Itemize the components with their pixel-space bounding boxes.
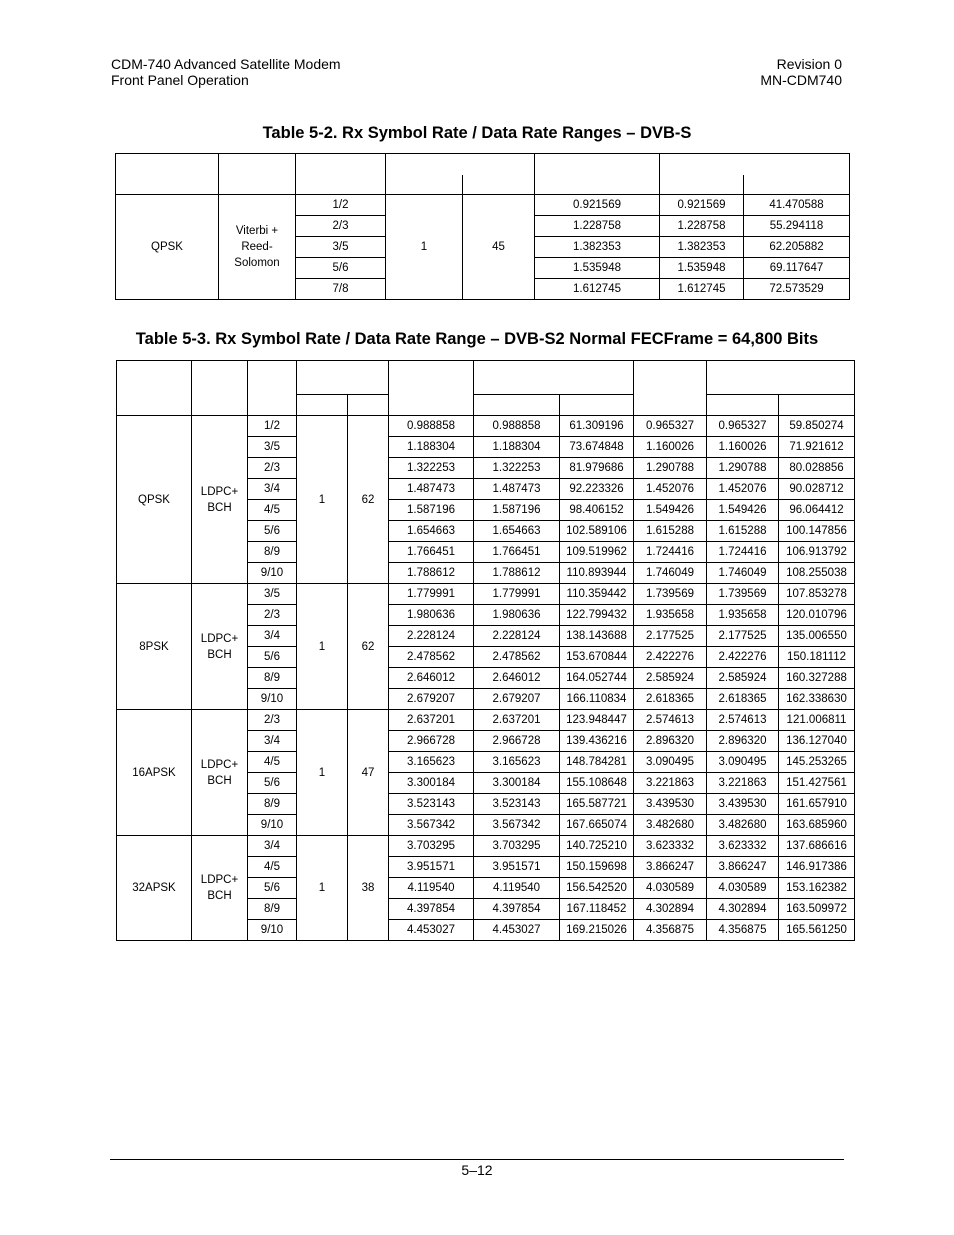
table-row <box>117 710 855 731</box>
table2-header-cell <box>660 154 850 175</box>
code-rate-cell: 5/6 <box>248 773 297 794</box>
data-rate-cell: 4.397854 <box>474 899 560 920</box>
data-rate-cell: 2.896320 <box>634 731 707 752</box>
code-rate-cell: 2/3 <box>248 458 297 479</box>
data-rate-cell: 96.064412 <box>779 500 855 521</box>
table3-header-cell <box>474 395 560 416</box>
table3-header-cell <box>560 395 634 416</box>
table2-header-cell <box>296 154 386 195</box>
data-rate-cell: 107.853278 <box>779 584 855 605</box>
data-rate-min-cell: 1.228758 <box>660 216 744 237</box>
code-rate-cell: 5/6 <box>296 258 386 279</box>
code-rate-cell: 3/5 <box>248 584 297 605</box>
data-rate-cell: 0.921569 <box>535 195 660 216</box>
code-rate-cell: 2/3 <box>248 605 297 626</box>
data-rate-cell: 4.119540 <box>474 878 560 899</box>
code-rate-cell: 3/4 <box>248 836 297 857</box>
modulation-cell: 8PSK <box>117 584 192 710</box>
table-row <box>117 836 855 857</box>
table3-header-cell <box>707 395 779 416</box>
data-rate-cell: 1.382353 <box>535 237 660 258</box>
data-rate-cell: 1.935658 <box>634 605 707 626</box>
data-rate-cell: 110.893944 <box>560 563 634 584</box>
code-rate-cell: 3/5 <box>248 437 297 458</box>
code-rate-cell: 3/4 <box>248 479 297 500</box>
table3-header-cell <box>348 395 389 416</box>
data-rate-cell: 3.523143 <box>474 794 560 815</box>
data-rate-cell: 0.988858 <box>389 416 474 437</box>
data-rate-cell: 3.090495 <box>634 752 707 773</box>
data-rate-cell: 3.703295 <box>474 836 560 857</box>
data-rate-cell: 4.453027 <box>389 920 474 941</box>
data-rate-cell: 1.746049 <box>634 563 707 584</box>
code-rate-cell: 5/6 <box>248 878 297 899</box>
data-rate-cell: 1.290788 <box>707 458 779 479</box>
data-rate-cell: 1.724416 <box>707 542 779 563</box>
data-rate-cell: 1.612745 <box>535 279 660 300</box>
data-rate-cell: 169.215026 <box>560 920 634 941</box>
table2-header-cell <box>386 175 463 195</box>
data-rate-cell: 122.799432 <box>560 605 634 626</box>
data-rate-cell: 1.452076 <box>634 479 707 500</box>
data-rate-cell: 2.585924 <box>707 668 779 689</box>
table3-header-cell <box>192 361 248 416</box>
code-rate-cell: 9/10 <box>248 689 297 710</box>
data-rate-cell: 73.674848 <box>560 437 634 458</box>
data-rate-min-cell: 1.382353 <box>660 237 744 258</box>
data-rate-cell: 3.221863 <box>634 773 707 794</box>
data-rate-cell: 1.188304 <box>474 437 560 458</box>
data-rate-cell: 0.988858 <box>474 416 560 437</box>
page-header-left <box>111 56 341 88</box>
data-rate-cell: 2.966728 <box>474 731 560 752</box>
data-rate-cell: 136.127040 <box>779 731 855 752</box>
data-rate-cell: 1.160026 <box>634 437 707 458</box>
data-rate-cell: 156.542520 <box>560 878 634 899</box>
data-rate-cell: 161.657910 <box>779 794 855 815</box>
data-rate-cell: 4.119540 <box>389 878 474 899</box>
data-rate-cell: 1.724416 <box>634 542 707 563</box>
code-rate-cell: 8/9 <box>248 899 297 920</box>
code-rate-cell: 4/5 <box>248 752 297 773</box>
symbol-rate-max-cell: 47 <box>348 710 389 836</box>
code-rate-cell: 5/6 <box>248 647 297 668</box>
data-rate-cell: 4.453027 <box>474 920 560 941</box>
data-rate-cell: 3.439530 <box>707 794 779 815</box>
modulation-cell: 32APSK <box>117 836 192 941</box>
code-rate-cell: 8/9 <box>248 794 297 815</box>
code-rate-cell: 2/3 <box>248 710 297 731</box>
table3-dvbs2-rates <box>116 360 855 941</box>
modulation-cell: QPSK <box>116 195 219 300</box>
code-rate-cell: 3/4 <box>248 626 297 647</box>
data-rate-cell: 145.253265 <box>779 752 855 773</box>
data-rate-min-cell: 1.612745 <box>660 279 744 300</box>
data-rate-cell: 1.739569 <box>634 584 707 605</box>
table2-header-cell <box>660 175 744 195</box>
code-rate-cell: 8/9 <box>248 668 297 689</box>
data-rate-cell: 1.739569 <box>707 584 779 605</box>
data-rate-cell: 1.188304 <box>389 437 474 458</box>
data-rate-cell: 1.788612 <box>474 563 560 584</box>
data-rate-cell: 109.519962 <box>560 542 634 563</box>
footer-rule <box>110 1159 844 1160</box>
table3-header-cell <box>474 361 634 395</box>
data-rate-cell: 1.228758 <box>535 216 660 237</box>
data-rate-cell: 2.228124 <box>474 626 560 647</box>
data-rate-max-cell: 72.573529 <box>744 279 850 300</box>
symbol-rate-min-cell: 1 <box>297 416 348 584</box>
data-rate-cell: 166.110834 <box>560 689 634 710</box>
data-rate-cell: 150.159698 <box>560 857 634 878</box>
data-rate-cell: 164.052744 <box>560 668 634 689</box>
data-rate-cell: 148.784281 <box>560 752 634 773</box>
table3-caption: Table 5-3. Rx Symbol Rate / Data Rate Range – DVB-S2 Normal FECFrame = 64,800 Bits <box>135 330 819 348</box>
data-rate-cell: 120.010796 <box>779 605 855 626</box>
data-rate-cell: 106.913792 <box>779 542 855 563</box>
data-rate-cell: 1.322253 <box>389 458 474 479</box>
fec-cell: LDPC+ BCH <box>192 416 248 584</box>
data-rate-cell: 3.703295 <box>389 836 474 857</box>
header-section-title: Front Panel Operation <box>111 72 249 88</box>
fec-cell: Viterbi + Reed-Solomon <box>219 195 296 300</box>
data-rate-cell: 3.623332 <box>707 836 779 857</box>
table2-header-cell <box>386 154 535 175</box>
data-rate-cell: 139.436216 <box>560 731 634 752</box>
data-rate-cell: 4.030589 <box>707 878 779 899</box>
code-rate-cell: 8/9 <box>248 542 297 563</box>
data-rate-cell: 2.422276 <box>707 647 779 668</box>
data-rate-cell: 1.615288 <box>707 521 779 542</box>
page-header-right <box>760 56 842 88</box>
data-rate-cell: 165.587721 <box>560 794 634 815</box>
data-rate-cell: 1.766451 <box>389 542 474 563</box>
table3-header-cell <box>779 395 855 416</box>
data-rate-max-cell: 41.470588 <box>744 195 850 216</box>
data-rate-cell: 1.654663 <box>474 521 560 542</box>
symbol-rate-max-cell: 62 <box>348 416 389 584</box>
data-rate-cell: 1.779991 <box>389 584 474 605</box>
code-rate-cell: 7/8 <box>296 279 386 300</box>
data-rate-cell: 2.646012 <box>474 668 560 689</box>
data-rate-cell: 1.587196 <box>389 500 474 521</box>
data-rate-cell: 2.896320 <box>707 731 779 752</box>
data-rate-cell: 2.228124 <box>389 626 474 647</box>
header-doc-title: CDM-740 Advanced Satellite Modem <box>111 56 341 72</box>
table2-caption: Table 5-2. Rx Symbol Rate / Data Rate Ranges – DVB-S <box>262 124 692 142</box>
data-rate-cell: 2.177525 <box>707 626 779 647</box>
code-rate-cell: 1/2 <box>248 416 297 437</box>
data-rate-cell: 2.618365 <box>707 689 779 710</box>
data-rate-cell: 3.951571 <box>474 857 560 878</box>
data-rate-cell: 3.623332 <box>634 836 707 857</box>
data-rate-cell: 4.030589 <box>634 878 707 899</box>
symbol-rate-min-cell: 1 <box>297 710 348 836</box>
table2-header-cell <box>744 175 850 195</box>
data-rate-max-cell: 55.294118 <box>744 216 850 237</box>
data-rate-cell: 162.338630 <box>779 689 855 710</box>
data-rate-cell: 4.302894 <box>707 899 779 920</box>
data-rate-cell: 3.567342 <box>474 815 560 836</box>
modulation-cell: QPSK <box>117 416 192 584</box>
table2-header-cell <box>535 154 660 195</box>
data-rate-cell: 3.165623 <box>474 752 560 773</box>
symbol-rate-min-cell: 1 <box>297 584 348 710</box>
data-rate-cell: 71.921612 <box>779 437 855 458</box>
table-row <box>116 195 850 216</box>
data-rate-cell: 2.574613 <box>634 710 707 731</box>
data-rate-cell: 100.147856 <box>779 521 855 542</box>
code-rate-cell: 9/10 <box>248 815 297 836</box>
data-rate-cell: 90.028712 <box>779 479 855 500</box>
code-rate-cell: 4/5 <box>248 500 297 521</box>
data-rate-cell: 140.725210 <box>560 836 634 857</box>
table3-header-cell <box>634 361 707 416</box>
fec-cell: LDPC+ BCH <box>192 710 248 836</box>
data-rate-cell: 163.685960 <box>779 815 855 836</box>
data-rate-cell: 3.482680 <box>707 815 779 836</box>
data-rate-cell: 98.406152 <box>560 500 634 521</box>
code-rate-cell: 5/6 <box>248 521 297 542</box>
data-rate-cell: 160.327288 <box>779 668 855 689</box>
data-rate-cell: 2.585924 <box>634 668 707 689</box>
data-rate-cell: 61.309196 <box>560 416 634 437</box>
data-rate-cell: 3.567342 <box>389 815 474 836</box>
data-rate-cell: 135.006550 <box>779 626 855 647</box>
data-rate-cell: 1.452076 <box>707 479 779 500</box>
data-rate-cell: 4.356875 <box>707 920 779 941</box>
data-rate-cell: 1.535948 <box>535 258 660 279</box>
code-rate-cell: 9/10 <box>248 563 297 584</box>
table3-header-cell <box>248 361 297 416</box>
data-rate-cell: 3.300184 <box>474 773 560 794</box>
data-rate-cell: 2.637201 <box>474 710 560 731</box>
code-rate-cell: 3/5 <box>296 237 386 258</box>
data-rate-cell: 4.397854 <box>389 899 474 920</box>
data-rate-cell: 1.487473 <box>474 479 560 500</box>
data-rate-cell: 3.221863 <box>707 773 779 794</box>
data-rate-cell: 2.574613 <box>707 710 779 731</box>
table3-header-cell <box>297 395 348 416</box>
data-rate-cell: 3.165623 <box>389 752 474 773</box>
header-revision: Revision 0 <box>776 56 842 72</box>
data-rate-min-cell: 1.535948 <box>660 258 744 279</box>
data-rate-cell: 2.422276 <box>634 647 707 668</box>
data-rate-cell: 1.587196 <box>474 500 560 521</box>
data-rate-min-cell: 0.921569 <box>660 195 744 216</box>
table3-header-cell <box>117 361 192 416</box>
table3-header-cell <box>707 361 855 395</box>
data-rate-cell: 1.788612 <box>389 563 474 584</box>
data-rate-cell: 2.966728 <box>389 731 474 752</box>
code-rate-cell: 9/10 <box>248 920 297 941</box>
data-rate-cell: 1.487473 <box>389 479 474 500</box>
data-rate-cell: 1.160026 <box>707 437 779 458</box>
data-rate-cell: 4.302894 <box>634 899 707 920</box>
data-rate-cell: 138.143688 <box>560 626 634 647</box>
data-rate-cell: 3.523143 <box>389 794 474 815</box>
symbol-rate-max-cell: 62 <box>348 584 389 710</box>
data-rate-cell: 167.118452 <box>560 899 634 920</box>
data-rate-cell: 2.646012 <box>389 668 474 689</box>
code-rate-cell: 2/3 <box>296 216 386 237</box>
data-rate-cell: 3.300184 <box>389 773 474 794</box>
data-rate-cell: 163.509972 <box>779 899 855 920</box>
data-rate-cell: 81.979686 <box>560 458 634 479</box>
table-row <box>117 416 855 437</box>
table3-header-cell <box>389 361 474 416</box>
fec-cell: LDPC+ BCH <box>192 836 248 941</box>
page-number: 5–12 <box>461 1162 493 1178</box>
data-rate-cell: 3.866247 <box>707 857 779 878</box>
table2-header-cell <box>116 154 219 195</box>
data-rate-cell: 1.549426 <box>634 500 707 521</box>
data-rate-cell: 2.679207 <box>474 689 560 710</box>
data-rate-cell: 0.965327 <box>634 416 707 437</box>
data-rate-cell: 153.670844 <box>560 647 634 668</box>
data-rate-cell: 1.654663 <box>389 521 474 542</box>
data-rate-cell: 3.090495 <box>707 752 779 773</box>
data-rate-cell: 0.965327 <box>707 416 779 437</box>
data-rate-cell: 59.850274 <box>779 416 855 437</box>
data-rate-cell: 108.255038 <box>779 563 855 584</box>
symbol-rate-min-cell: 1 <box>297 836 348 941</box>
data-rate-cell: 1.322253 <box>474 458 560 479</box>
data-rate-cell: 167.665074 <box>560 815 634 836</box>
data-rate-cell: 137.686616 <box>779 836 855 857</box>
table2-header-cell <box>463 175 535 195</box>
data-rate-cell: 1.549426 <box>707 500 779 521</box>
modulation-cell: 16APSK <box>117 710 192 836</box>
data-rate-cell: 3.439530 <box>634 794 707 815</box>
data-rate-cell: 102.589106 <box>560 521 634 542</box>
data-rate-cell: 80.028856 <box>779 458 855 479</box>
data-rate-cell: 2.478562 <box>474 647 560 668</box>
table3-header-cell <box>297 361 389 395</box>
data-rate-max-cell: 69.117647 <box>744 258 850 279</box>
data-rate-cell: 121.006811 <box>779 710 855 731</box>
table2-dvbs-rates <box>115 153 850 300</box>
data-rate-cell: 1.290788 <box>634 458 707 479</box>
data-rate-cell: 3.866247 <box>634 857 707 878</box>
data-rate-cell: 110.359442 <box>560 584 634 605</box>
data-rate-cell: 1.935658 <box>707 605 779 626</box>
data-rate-cell: 123.948447 <box>560 710 634 731</box>
data-rate-cell: 150.181112 <box>779 647 855 668</box>
data-rate-cell: 2.637201 <box>389 710 474 731</box>
table2-header-cell <box>219 154 296 195</box>
data-rate-cell: 1.980636 <box>474 605 560 626</box>
data-rate-cell: 4.356875 <box>634 920 707 941</box>
symbol-rate-max-cell: 38 <box>348 836 389 941</box>
data-rate-cell: 151.427561 <box>779 773 855 794</box>
data-rate-cell: 155.108648 <box>560 773 634 794</box>
data-rate-cell: 2.679207 <box>389 689 474 710</box>
symbol-rate-min-cell: 1 <box>386 195 463 300</box>
data-rate-cell: 165.561250 <box>779 920 855 941</box>
data-rate-cell: 1.746049 <box>707 563 779 584</box>
data-rate-cell: 1.615288 <box>634 521 707 542</box>
header-doc-number: MN-CDM740 <box>760 72 842 88</box>
code-rate-cell: 4/5 <box>248 857 297 878</box>
code-rate-cell: 1/2 <box>296 195 386 216</box>
symbol-rate-max-cell: 45 <box>463 195 535 300</box>
data-rate-cell: 146.917386 <box>779 857 855 878</box>
data-rate-cell: 3.951571 <box>389 857 474 878</box>
fec-cell: LDPC+ BCH <box>192 584 248 710</box>
code-rate-cell: 3/4 <box>248 731 297 752</box>
data-rate-cell: 2.618365 <box>634 689 707 710</box>
data-rate-cell: 1.980636 <box>389 605 474 626</box>
data-rate-cell: 153.162382 <box>779 878 855 899</box>
data-rate-cell: 1.779991 <box>474 584 560 605</box>
data-rate-cell: 3.482680 <box>634 815 707 836</box>
data-rate-cell: 92.223326 <box>560 479 634 500</box>
data-rate-cell: 2.177525 <box>634 626 707 647</box>
data-rate-cell: 2.478562 <box>389 647 474 668</box>
data-rate-max-cell: 62.205882 <box>744 237 850 258</box>
table-row <box>117 584 855 605</box>
data-rate-cell: 1.766451 <box>474 542 560 563</box>
